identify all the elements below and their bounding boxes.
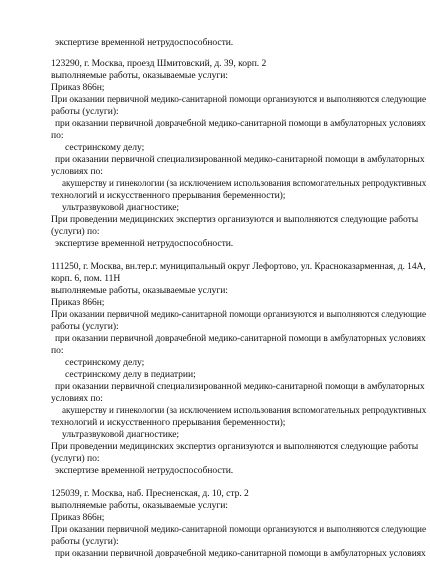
- text-line: работы (услуги):: [51, 536, 119, 547]
- text-line: При проведении медицинских экспертиз организуются и выполняются следующие работы: [51, 214, 419, 225]
- text-line: корп. 6, пом. 11Н: [51, 273, 121, 284]
- text-line: (услуги) по:: [51, 453, 100, 464]
- text-line: экспертизе временной нетрудоспособности.: [55, 465, 234, 476]
- text-line: при оказании первичной специализированной медико-санитарной помощи в амбулаторных: [55, 154, 425, 165]
- text-line: выполняемые работы, оказываемые услуги:: [51, 500, 228, 511]
- text-line: При проведении медицинских экспертиз организуются и выполняются следующие работы: [51, 441, 419, 452]
- text-line: сестринскому делу;: [65, 142, 145, 153]
- text-line: технологий и искусственного прерывания беременности);: [51, 417, 286, 428]
- text-line: при оказании первичной доврачебной медико-санитарной помощи в амбулаторных условиях: [55, 548, 426, 559]
- text-line: технологий и искусственного прерывания беременности);: [51, 190, 286, 201]
- text-line: ультразвуковой диагностике;: [62, 429, 180, 440]
- text-line: акушерству и гинекологии (за исключением использования вспомогательных репродуктивных: [62, 405, 427, 416]
- text-line: Приказ 866н;: [51, 297, 105, 308]
- text-line: акушерству и гинекологии (за исключением использования вспомогательных репродуктивных: [62, 178, 427, 189]
- text-line: сестринскому делу в педиатрии;: [65, 369, 196, 380]
- text-line: (услуги) по:: [51, 226, 100, 237]
- text-line: при оказании первичной специализированной медико-санитарной помощи в амбулаторных: [55, 381, 425, 392]
- text-line: ультразвуковой диагностике;: [62, 202, 180, 213]
- text-line: При оказании первичной медико-санитарной помощи организуются и выполняются следующие: [51, 524, 426, 535]
- text-line: Приказ 866н;: [51, 512, 105, 523]
- text-line: выполняемые работы, оказываемые услуги:: [51, 285, 228, 296]
- text-line: экспертизе временной нетрудоспособности.: [55, 37, 234, 48]
- text-line: сестринскому делу;: [65, 357, 145, 368]
- address-line: 123290, г. Москва, проезд Шмитовский, д. 39, корп. 2: [51, 58, 267, 69]
- text-line: Приказ 866н;: [51, 82, 105, 93]
- text-line: при оказании первичной доврачебной медико-санитарной помощи в амбулаторных условиях: [55, 118, 426, 129]
- address-line: 125039, г. Москва, наб. Пресненская, д. 10, стр. 2: [51, 488, 249, 499]
- text-line: выполняемые работы, оказываемые услуги:: [51, 70, 228, 81]
- text-line: экспертизе временной нетрудоспособности.: [55, 238, 234, 249]
- text-line: по:: [51, 130, 64, 141]
- text-line: условиях по:: [51, 393, 103, 404]
- text-line: При оказании первичной медико-санитарной помощи организуются и выполняются следующие: [51, 94, 426, 105]
- text-line: при оказании первичной доврачебной медико-санитарной помощи в амбулаторных условиях: [55, 333, 426, 344]
- text-line: по:: [51, 345, 64, 356]
- text-line: работы (услуги):: [51, 321, 119, 332]
- text-line: работы (услуги):: [51, 106, 119, 117]
- text-line: условиях по:: [51, 166, 103, 177]
- address-line: 111250, г. Москва, вн.тер.г. муниципальный округ Лефортово, ул. Красноказарменная, д. 14А,: [51, 261, 426, 272]
- text-line: При оказании первичной медико-санитарной помощи организуются и выполняются следующие: [51, 309, 426, 320]
